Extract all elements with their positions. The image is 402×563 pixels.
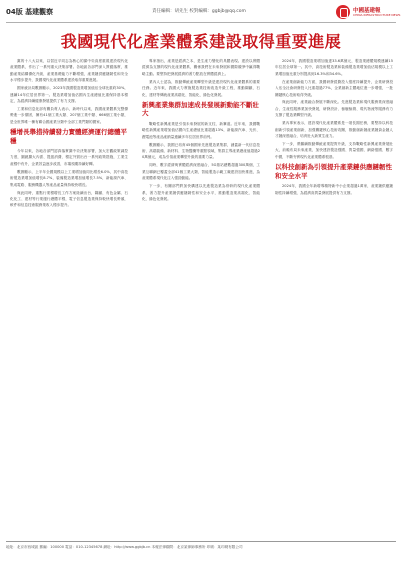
logo-name: 中國基建報 <box>353 8 381 14</box>
paragraph: 工業和信息化部有關負責人表示，新時代以來，我國產業體系完整優勢進一步鞏固，擁有41個工業大類、207個工業中類、666個工業小類，是全世界唯一擁有聯合國產業分類中全部工業門類的國家。 <box>10 106 128 124</box>
paragraph: 數據顯示，上半年全國規模以上工業增加值同比增長6.0%，其中高技術製造業增加值增長8.7%，裝備製造業增加值增長7.5%，新能源汽車、集成電路、服務機器人等產品產量保持較快增長。 <box>10 169 128 187</box>
paragraph: 業內人士認為，推動傳統產業轉型升級是建設現代化產業體系的重要任務。近年來，我國大力實施製造業技術改造升級工程，推動鋼鐵、石化、建材等傳統產業高端化、智能化、綠色化發展。 <box>142 79 260 97</box>
editor-credits: 責任編輯：胡先生 校對編輯：ggbjb@qq.com <box>152 9 246 14</box>
paragraph: 與此同時，重點行業穩增長工作方案陸續出台，鋼鐵、有色金屬、石化化工、建材等行業運行總體平穩，電子信息製造業保持較快增長勢頭，軟件和信息技術服務業收入穩步提升。 <box>10 190 128 208</box>
paragraph: 國家統計局數據顯示，2023年我國製造業增加值佔全球比重約30%，連續14年位居世界第一。製造業增加值佔國內生產總值比重保持基本穩定，為經濟持續健康發展提供了有力支撐。 <box>10 86 128 103</box>
article-column-1 <box>10 58 128 210</box>
paragraph: 2024年，我國製造業增加值達33.6萬億元，製造業總體規模連續15年位居全球第一。其中，高技術製造業和裝備製造業增加值佔規模以上工業增加值比重分別提高到16.3%和34.6%。 <box>275 59 393 76</box>
masthead <box>0 0 402 26</box>
page-headline: 我國現代化產業體系建設取得重要進展 <box>60 32 342 51</box>
paragraph: 同時，數字經濟與實體經濟深度融合，5G基站總數超過300萬個，工業互聯網已覆蓋全部41個工業大類，智能製造示範工廠建設加快推進，為產業體系現代化注入強勁動能。 <box>142 163 260 181</box>
paragraph: 數據顯示，我國已培育45個國家先進製造業集群，涵蓋新一代信息技術、高端裝備、新材料、生物醫藥等重點領域，集群主導產業總產值超過20萬億元，成為引領產業轉型升級的重要力量。 <box>142 142 260 160</box>
logo-subtitle: CHINA INFRASTRUCTURE NEWS <box>353 13 401 17</box>
section-subhead: 新興產業集群加速成長發展新動能不斷壯大 <box>142 100 259 118</box>
paragraph: 戰略性新興產業是引領未來發展的新支柱、新賽道。近年來，我國戰略性新興產業增加值佔國內生產總值比重超過13%，新能源汽車、光伏、鋰電池等產品產銷量連續多年位居世界前列。 <box>142 121 260 139</box>
paragraph: 今年以來，各地各部門認真落實黨中央決策部署，加大宏觀政策調控力度，圍繞擴大內需、提振消費、穩定外貿出台一系列政策措施，工業生產穩中有升，企業效益逐步改善，市場預期持續好轉。 <box>10 149 128 166</box>
paragraph: 2024年，我國全年新增專精特新中小企業超過1萬家，產業鏈供應鏈韌性持續增強，為經濟高質量發展提供有力支撐。 <box>275 184 393 195</box>
paragraph: 專家指出，產業是經濟之本，是生產力變化的具體表現。建設以實體經濟為支撐的現代化產業體系，關係我們在未來發展和國際競爭中贏得戰略主動。要堅持把發展經濟的著力點放在實體經濟上。 <box>142 59 260 76</box>
section-subhead: 以科技創新為引領提升產業鏈供應鏈韌性和安全水平 <box>275 163 392 180</box>
article-column-3 <box>275 58 393 197</box>
paragraph: 在產業創新能力方面，我國研發經費投入強度持續提升，企業研發投入佔全社會研發投入比重超過77%，企業創新主體地位進一步增強，一批關鍵核心技術取得突破。 <box>275 79 393 97</box>
masthead-divider <box>6 22 396 23</box>
paragraph: 下一步，有關部門將加快構建以先進製造業為骨幹的現代化產業體系，著力提升產業鏈供應鏈韌性和安全水平，推動製造業高端化、智能化、綠色化發展。 <box>142 184 260 201</box>
paragraph: 黨的十八大以來，以習近平同志為核心的黨中央高度重視建設現代化產業體系，作出了一系列重大決策部署。各地區各部門深入貫徹落實，推動產業結構優化升級，產業基礎能力不斷增強，產業鏈供應鏈韌性和安全水平穩步提升，我國現代化產業體系建設取得重要進展。 <box>10 59 128 83</box>
paragraph: 下一步，將繼續推動傳統產業提質升級，支持戰略性新興產業發展壯大，前瞻布局未來產業，加快建設製造強國、質量強國、網絡強國、數字中國，不斷夯實現代化產業體系根基。 <box>275 141 393 159</box>
footer-divider <box>6 541 396 542</box>
logo-emblem-icon <box>336 5 350 19</box>
paragraph: 與此同時，產業融合發展不斷深化。先進製造業和現代服務業深度融合，生產性服務業加快發展，研發設計、檢驗檢測、現代物流等服務有力支撐了製造業轉型升級。 <box>275 100 393 118</box>
article-column-2 <box>142 58 260 204</box>
section-label: 04版 基建觀察 <box>6 8 54 16</box>
newspaper-logo <box>336 4 401 20</box>
section-subhead: 穩增長舉措持續發力實體經濟運行總體平穩 <box>10 128 127 145</box>
page-footer: 地址：北京市西城區 郵編：100000 電話：010-12345678 網址：http://www.ggbjb.cn 本報法律顧問：北京某律師事務所 印刷：某印刷有限公司 <box>6 545 243 549</box>
paragraph: 業內專家表示，建設現代化產業體系是一項長期任務，要堅持以科技創新引領產業創新，加強關鍵核心技術攻關，推動創新鏈產業鏈資金鏈人才鏈深度融合，培育壯大新質生產力。 <box>275 121 393 138</box>
